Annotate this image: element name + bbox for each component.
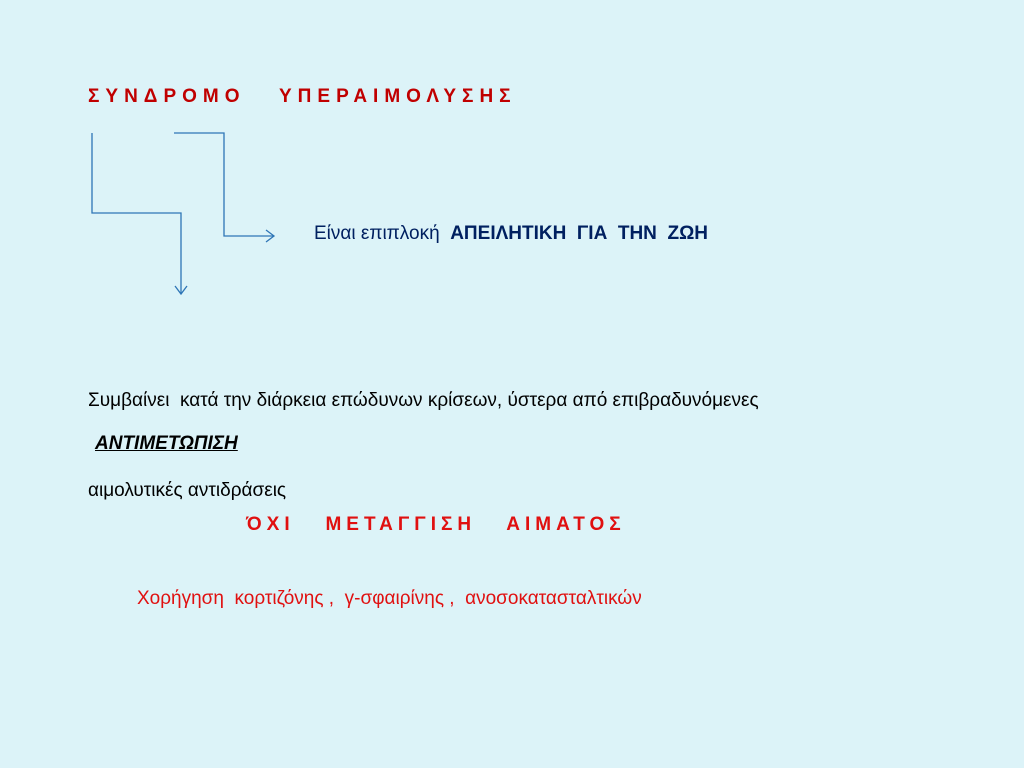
treatment-heading: ΑΝΤΙΜΕΤΩΠΙΣΗ (95, 433, 238, 454)
complication-prefix: Είναι επιπλοκή (314, 223, 451, 244)
occurrence-line-1: Συμβαίνει κατά την διάρκεια επώδυνων κρίσεων, ύστερα από επιβραδυνόμενες (88, 390, 759, 411)
right-arrow (174, 133, 274, 236)
occurrence-line-2: αιμολυτικές αντιδράσεις (88, 480, 287, 501)
complication-emphasis: ΑΠΕΙΛΗΤΙΚΗ ΓΙΑ ΤΗΝ ΖΩΗ (450, 223, 709, 244)
no-transfusion-text: ΌΧΙ ΜΕΤΑΓΓΙΣΗ ΑΙΜΑΤΟΣ (246, 514, 626, 535)
down-arrow (92, 133, 181, 294)
complication-line (314, 223, 708, 245)
slide-title: ΣΥΝΔΡΟΜΟ ΥΠΕΡΑΙΜΟΛΥΣΗΣ (88, 86, 517, 107)
administration-text: Χορήγηση κορτιζόνης , γ-σφαιρίνης , ανοσοκατασταλτικών (137, 588, 642, 609)
